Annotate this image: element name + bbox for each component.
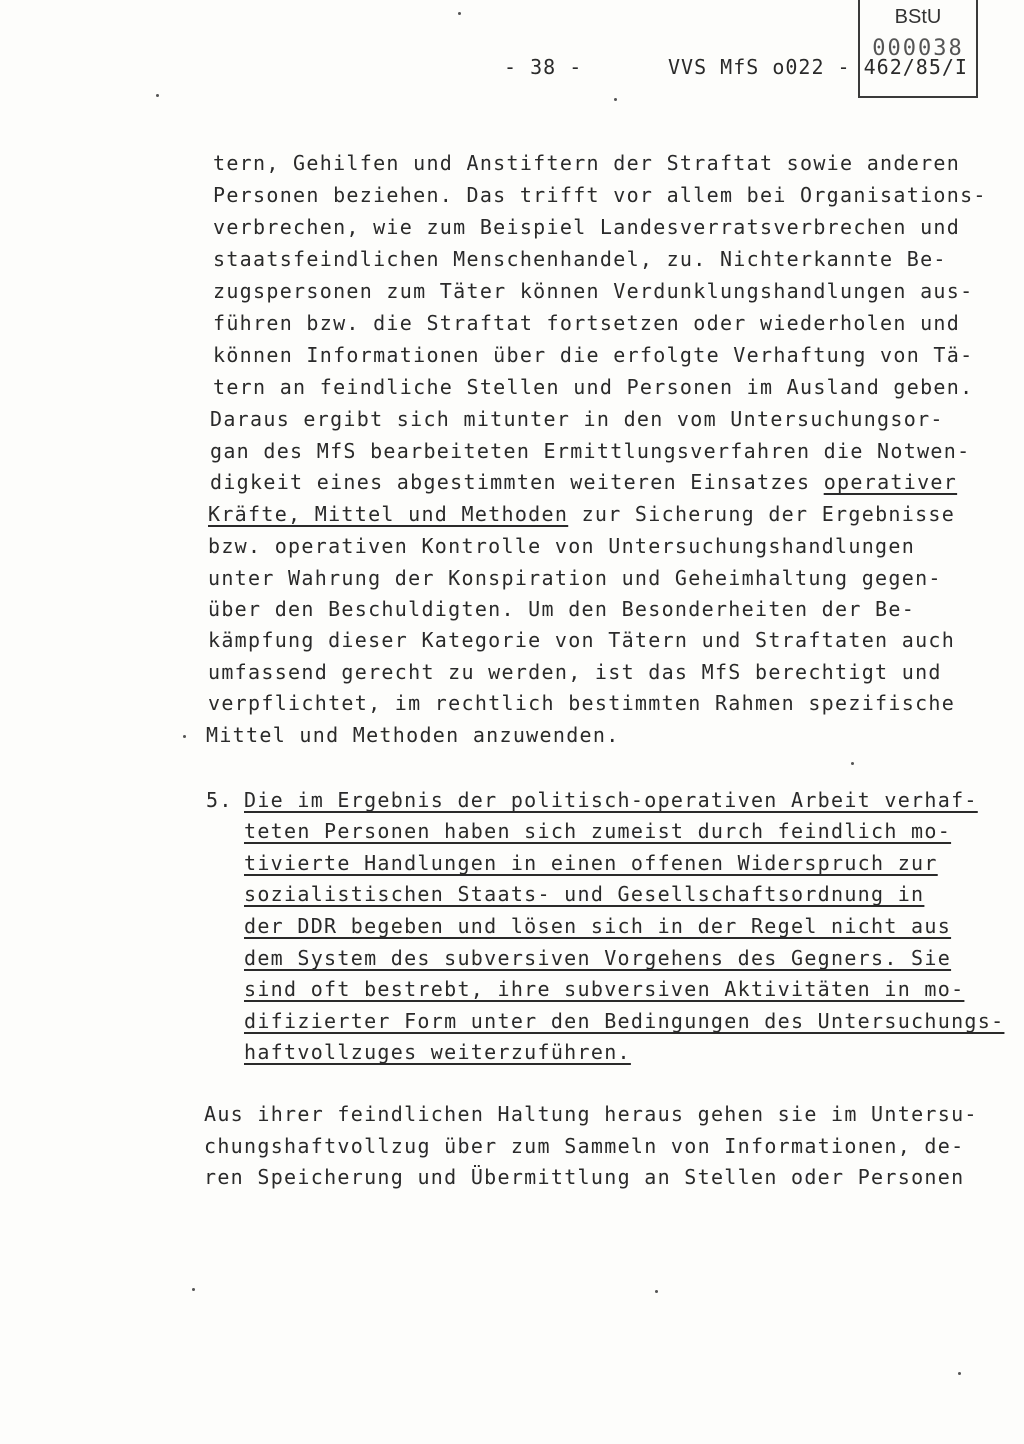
text-line: tern, Gehilfen und Anstiftern der Straftat sowie anderen — [213, 151, 961, 175]
underlined-line: dem System des subversiven Vorgehens des Gegners. Sie — [244, 946, 952, 970]
archive-stamp — [858, 0, 978, 98]
underlined-line: haftvollzuges weiterzuführen. — [244, 1040, 631, 1064]
text-line: gan des MfS bearbeiteten Ermittlungsverfahren die Notwen- — [210, 439, 971, 463]
text-line: kämpfung dieser Kategorie von Tätern und Straftaten auch — [208, 628, 956, 652]
text-line — [210, 470, 957, 494]
underlined-line: teten Personen haben sich zumeist durch feindlich mo- — [244, 819, 952, 843]
underlined-line: sind oft bestrebt, ihre subversiven Aktivitäten in mo- — [244, 977, 965, 1001]
scan-speck — [851, 762, 854, 765]
text-line: führen bzw. die Straftat fortsetzen oder wiederholen und — [213, 311, 961, 335]
text-line: bzw. operativen Kontrolle von Untersuchungshandlungen — [208, 534, 916, 558]
document-reference: VVS MfS o022 - 462/85/I — [668, 55, 968, 79]
scan-speck — [655, 1290, 658, 1293]
stamp-number: 000038 — [872, 36, 964, 61]
scan-speck — [156, 94, 159, 97]
text-line — [208, 502, 955, 526]
page-number: - 38 - — [504, 55, 583, 79]
text-line: Personen beziehen. Das trifft vor allem bei Organisations- — [213, 183, 987, 207]
scan-speck — [192, 1288, 195, 1291]
list-item-number: 5. — [206, 788, 233, 812]
scan-speck — [458, 12, 461, 15]
underlined-line: difizierter Form unter den Bedingungen des Untersuchungs- — [244, 1009, 1005, 1033]
scan-speck — [958, 1372, 961, 1375]
text-line: verbrechen, wie zum Beispiel Landesverratsverbrechen und — [213, 215, 961, 239]
text-line: Mittel und Methoden anzuwenden. — [206, 723, 620, 747]
text-line: unter Wahrung der Konspiration und Geheimhaltung gegen- — [208, 566, 942, 590]
scan-speck — [614, 98, 617, 101]
underlined-line: sozialistischen Staats- und Gesellschaftsordnung in — [244, 882, 925, 906]
text-segment: zur Sicherung der Ergebnisse — [581, 502, 956, 526]
text-line: über den Beschuldigten. Um den Besonderheiten der Be- — [208, 597, 916, 621]
text-line: chungshaftvollzug über zum Sammeln von Informationen, de- — [204, 1134, 965, 1158]
text-line: Aus ihrer feindlichen Haltung heraus gehen sie im Untersu- — [204, 1102, 978, 1126]
text-segment: digkeit eines abgestimmten weiteren Einsatzes — [210, 470, 811, 494]
underlined-line: tivierte Handlungen in einen offenen Widerspruch zur — [244, 851, 938, 875]
text-line: staatsfeindlichen Menschenhandel, zu. Nichterkannte Be- — [213, 247, 947, 271]
text-line: umfassend gerecht zu werden, ist das MfS berechtigt und — [208, 660, 942, 684]
underlined-text: Kräfte, Mittel und Methoden — [208, 502, 569, 526]
text-line: ren Speicherung und Übermittlung an Stellen oder Personen — [204, 1165, 965, 1189]
underlined-line: Die im Ergebnis der politisch-operativen Arbeit verhaf- — [244, 788, 978, 812]
text-line: verpflichtet, im rechtlich bestimmten Rahmen spezifische — [208, 691, 956, 715]
text-line: können Informationen über die erfolgte Verhaftung von Tä- — [213, 343, 974, 367]
scan-speck — [183, 735, 186, 738]
text-line: zugspersonen zum Täter können Verdunklungshandlungen aus- — [213, 279, 974, 303]
stamp-label: BStU — [894, 6, 942, 28]
text-line: Daraus ergibt sich mitunter in den vom Untersuchungsor- — [210, 407, 944, 431]
text-line: tern an feindliche Stellen und Personen im Ausland geben. — [213, 375, 974, 399]
underlined-line: der DDR begeben und lösen sich in der Regel nicht aus — [244, 914, 952, 938]
underlined-text: operativer — [823, 470, 958, 494]
